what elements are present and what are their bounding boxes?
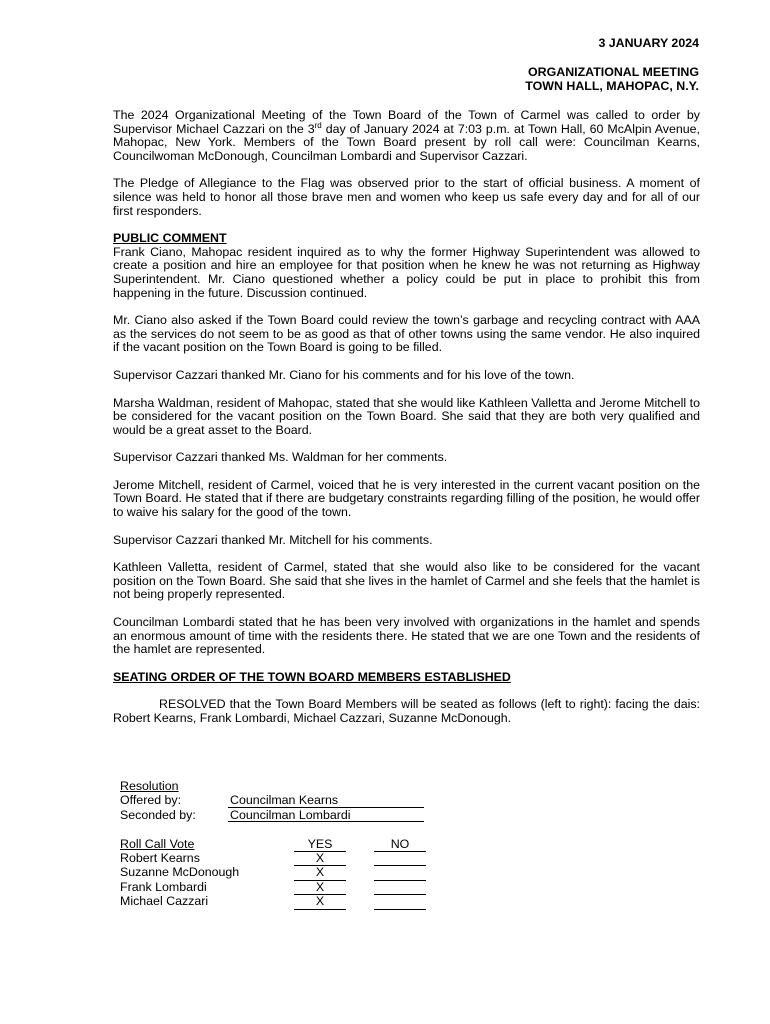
no-vote	[374, 880, 426, 895]
document-body	[113, 109, 700, 740]
meeting-location: TOWN HALL, MAHOPAC, N.Y.	[525, 78, 699, 93]
member-name: Robert Kearns	[120, 850, 200, 865]
meeting-heading	[525, 66, 699, 93]
yes-vote: X	[294, 894, 346, 909]
no-vote	[374, 894, 426, 909]
comment-paragraph: Supervisor Cazzari thanked Mr. Ciano for his comments and for his love of the town.	[113, 367, 575, 382]
resolved-paragraph: RESOLVED that the Town Board Members will be seated as follows (left to right): facing the dais: Robert Kearns, Frank Lombardi, Michael Cazzari, Suzanne McDonough.	[113, 697, 700, 725]
member-name: Frank Lombardi	[120, 879, 207, 894]
intro-ordinal-suffix: rd	[314, 120, 322, 130]
comment-paragraph: Frank Ciano, Mahopac resident inquired as to why the former Highway Superintendent was allowed to create a position and hire an employee for that position when he knew he was not returning as Highway Superintendent. Mr. Ciano questioned whether a policy could be put in place to prohibit this from happening in the future. Discussion continued.	[113, 244, 700, 300]
comment-paragraph: Supervisor Cazzari thanked Ms. Waldman for her comments.	[113, 450, 448, 465]
resolution-title: Resolution	[120, 779, 179, 793]
pledge-paragraph: The Pledge of Allegiance to the Flag was observed prior to the start of official business. A moment of silence was held to honor all those brave men and women who keep us safe every day and for all of our first responders.	[113, 176, 700, 218]
meeting-date: 3 JANUARY 2024	[598, 36, 699, 50]
offered-by-value: Councilman Kearns	[228, 793, 424, 807]
comment-paragraph: Supervisor Cazzari thanked Mr. Mitchell for his comments.	[113, 532, 433, 547]
public-comment-heading: PUBLIC COMMENT	[113, 231, 227, 246]
comment-paragraph: Kathleen Valletta, resident of Carmel, stated that she would also like to be considered for the vacant position on the Town Board. She said that she lives in the hamlet of Carmel and she feels that the hamlet is not being properly represented.	[113, 560, 700, 602]
member-name: Michael Cazzari	[120, 894, 209, 909]
seconded-by-value: Councilman Lombardi	[228, 808, 424, 822]
comment-paragraph: Jerome Mitchell, resident of Carmel, voiced that he is very interested in the current vacant position on the Town Board. He stated that if there are budgetary constraints regarding filling of the position, he would offer to waive his salary for the good of the town.	[113, 477, 700, 520]
yes-column-header: YES	[294, 837, 346, 852]
comment-paragraph: Councilman Lombardi stated that he has been very involved with organizations in the hamlet and spends an enormous amount of time with the residents there. He stated that we are one Town and the residents of the hamlet are represented.	[113, 615, 700, 657]
meeting-title: ORGANIZATIONAL MEETING	[528, 65, 699, 79]
comment-paragraph: Mr. Ciano also asked if the Town Board could review the town’s garbage and recycling contract with AAA as the services do not seem to be as good as that of other towns using the same vendor. He also inquired if the vacant position on the Town Board is going to be filled.	[113, 313, 700, 355]
seating-order-heading: SEATING ORDER OF THE TOWN BOARD MEMBERS ESTABLISHED	[113, 669, 511, 684]
intro-text-post: day of January 2024 at 7:03 p.m. at Town Hall, 60 McAlpin Avenue, Mahopac, New York. Members of the Town Board present by roll call were: Councilman Kearns, Councilwoman McDonough, Councilman Lombardi and Supervisor Cazzari.	[113, 121, 701, 163]
seconded-by-label: Seconded by:	[120, 807, 196, 822]
roll-call-title: Roll Call Vote	[120, 836, 195, 851]
no-vote	[374, 865, 426, 880]
yes-vote: X	[294, 880, 346, 895]
comment-paragraph: Marsha Waldman, resident of Mahopac, stated that she would like Kathleen Valletta and Jerome Mitchell to be considered for the vacant position on the Town Board. She said that they are both very qualified and would be a great asset to the Board.	[113, 395, 700, 437]
intro-paragraph	[113, 109, 700, 163]
no-vote	[374, 851, 426, 866]
intro-text-pre: The 2024 Organizational Meeting of the Town Board of the Town of Carmel was called to order by Supervisor Michael Cazzari on the 3	[113, 108, 700, 136]
member-name: Suzanne McDonough	[120, 865, 240, 880]
no-column-header: NO	[374, 837, 426, 852]
yes-vote: X	[294, 865, 346, 880]
offered-by-label: Offered by:	[120, 793, 182, 808]
yes-vote: X	[294, 851, 346, 866]
